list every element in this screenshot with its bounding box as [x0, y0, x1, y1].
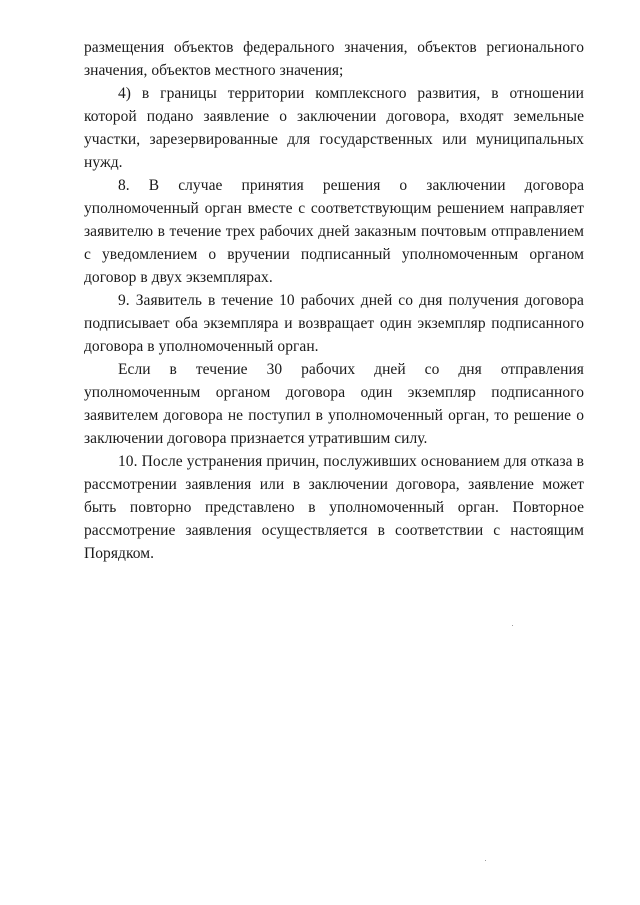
paragraph-item-4: 4) в границы территории комплексного развития, в отношении которой подано заявление о заключении договора, входят земельные участки, зарезервированные для государственных или муниципальных нужд. — [84, 85, 584, 171]
paragraph-thirty-days: Если в течение 30 рабочих дней со дня отправления уполномоченным органом договора один экземпляр подписанного заявителем договора не поступил в уполномоченный орган, то решение о заключении договора признается утратившим силу. — [84, 361, 584, 447]
scan-speck — [512, 625, 513, 626]
paragraph-item-8: 8. В случае принятия решения о заключении договора уполномоченный орган вместе с соответствующим решением направляет заявителю в течение трех рабочих дней заказным почтовым отправлением с уведомлением о вручении подписанный уполномоченным органом договор в двух экземплярах. — [84, 177, 584, 286]
scan-speck — [485, 860, 486, 861]
paragraph-continuation: размещения объектов федерального значения, объектов регионального значения, объектов местного значения; — [84, 39, 584, 79]
paragraph-item-9: 9. Заявитель в течение 10 рабочих дней со дня получения договора подписывает оба экземпляра и возвращает один экземпляр подписанного договора в уполномоченный орган. — [84, 292, 584, 355]
paragraph-item-10: 10. После устранения причин, послуживших основанием для отказа в рассмотрении заявления или в заключении договора, заявление может быть повторно представлено в уполномоченный орган. Повторное рассмотрение заявления осуществляется в соответствии с настоящим Порядком. — [84, 453, 584, 562]
document-page — [84, 36, 584, 565]
